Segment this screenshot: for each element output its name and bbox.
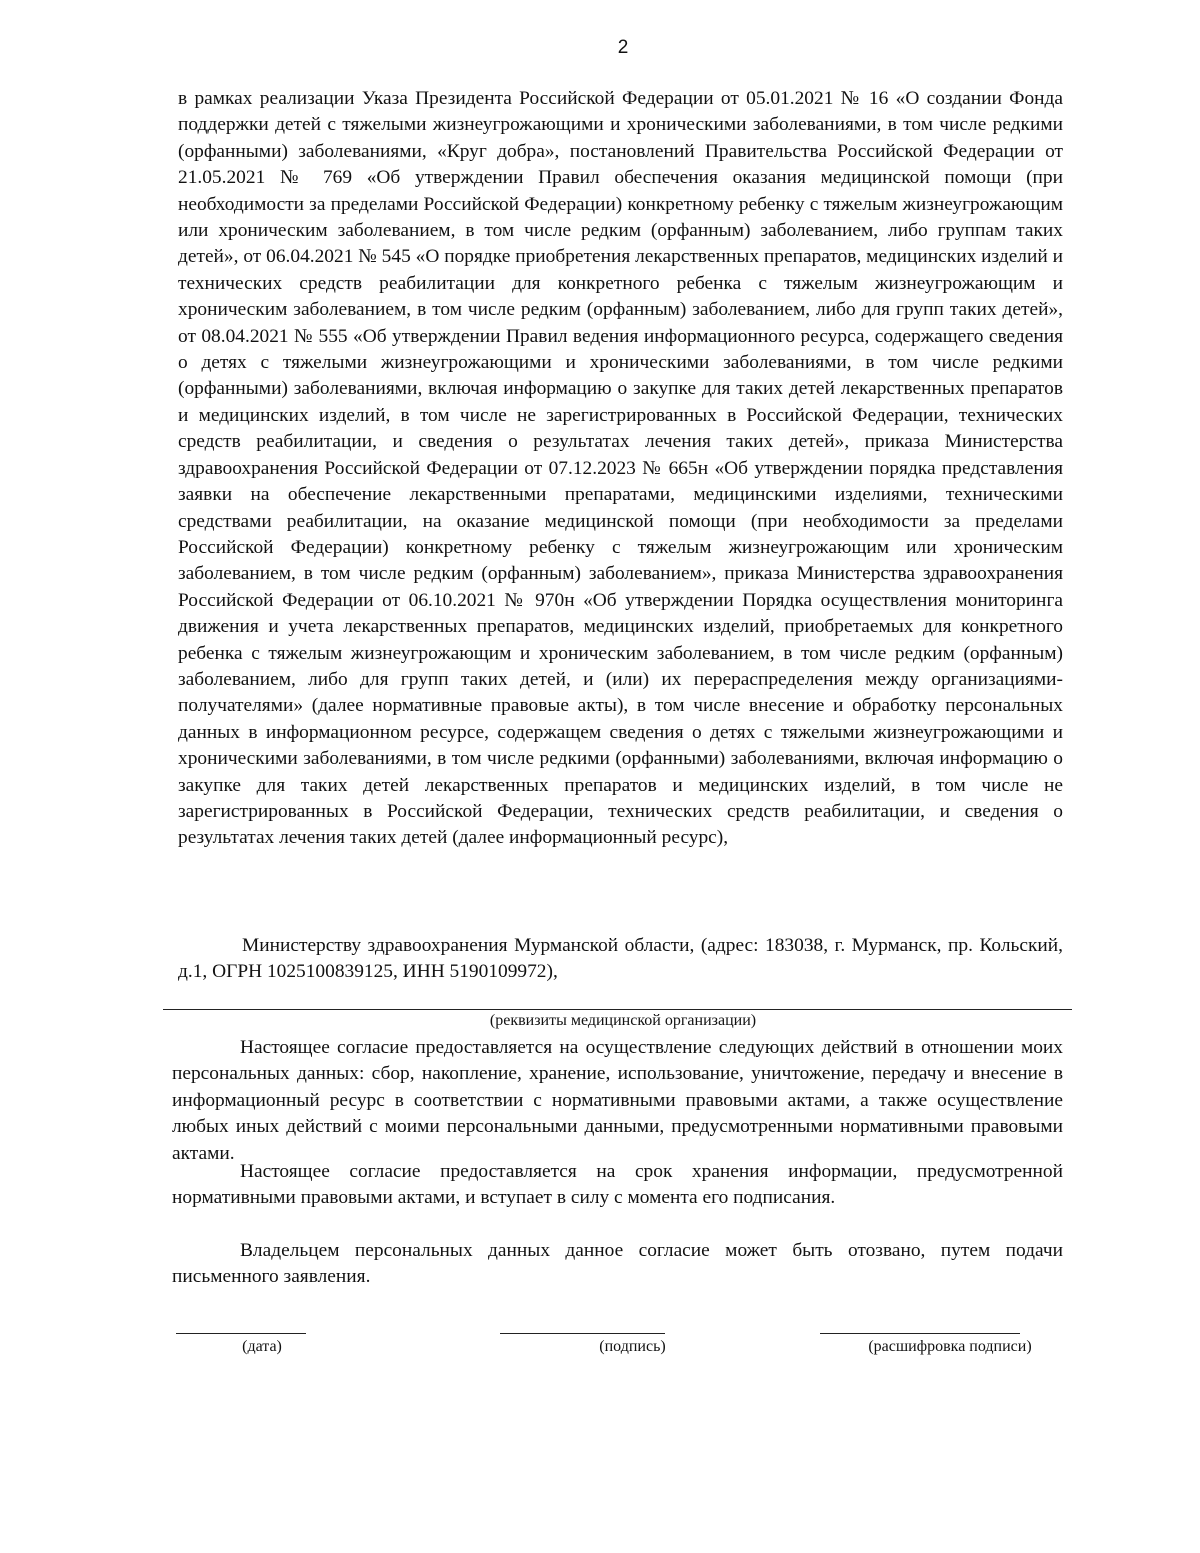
consent-revocation-paragraph: Владельцем персональных данных данное согласие может быть отозвано, путем подачи письменного заявления. <box>172 1240 1063 1288</box>
signature-line <box>500 1333 665 1334</box>
requisites-caption: (реквизиты медицинской организации) <box>489 1012 757 1029</box>
requisites-underline <box>163 1009 1072 1010</box>
signature-name-line <box>820 1333 1020 1334</box>
legal-basis-paragraph: в рамках реализации Указа Президента Российской Федерации от 05.01.2021 № 16 «О создании Фонда поддержки детей с тяжелыми жизнеугрожающими и хроническими заболеваниями, в том числе редкими (орфанными) заболеваниями, «Круг добра», постановлений Правительства Российской Федерации от 21.05.2021 № 769 «Об утверждении Правил обеспечения оказания медицинской помощи (при необходимости за пределами Российской Федерации) конкретному ребенку с тяжелым жизнеугрожающим или хроническим заболеванием, в том числе редким (орфанным) заболеванием, либо группам таких детей», от 06.04.2021 № 545 «О порядке приобретения лекарственных препаратов, медицинских изделий и технических средств реабилитации для конкретного ребенка с тяжелым жизнеугрожающим и хроническим заболеванием, в том числе редким (орфанным) заболеванием, либо для групп таких детей», от 08.04.2021 № 555 «Об утверждении Правил ведения информационного ресурса, содержащего сведения о детях с тяжелыми жизнеугрожающими и хроническими заболеваниями, в том числе редкими (орфанными) заболеваниями, включая информацию о закупке для таких детей лекарственных препаратов и медицинских изделий, в том числе не зарегистрированных в Российской Федерации, технических средств реабилитации, и сведения о результатах лечения таких детей», приказа Министерства здравоохранения Российской Федерации от 07.12.2023 № 665н «Об утверждении порядка представления заявки на обеспечение лекарственными препаратами, медицинскими изделиями, техническими средствами реабилитации, на оказание медицинской помощи (при необходимости за пределами Российской Федерации) конкретному ребенку с тяжелым жизнеугрожающим или хроническим заболеванием, в том числе редким (орфанным) заболеванием», приказа Министерства здравоохранения Российской Федерации от 06.10.2021 № 970н «Об утверждении Порядка осуществления мониторинга движения и учета лекарственных препаратов, медицинских изделий, приобретаемых для конкретного ребенка с тяжелым жизнеугрожающим и хроническим заболеванием, в том числе редким (орфанным) заболеванием, либо для групп таких детей, и (или) их перераспределения между организациями-получателями» (далее нормативные правовые акты), в том числе внесение и обработку персональных данных в информационном ресурсе, содержащем сведения о детях с тяжелыми жизнеугрожающими и хроническими заболеваниями, в том числе редкими (орфанными) заболеваниями, включая информацию о закупке для таких детей лекарственных препаратов и медицинских изделий, в том числе не зарегистрированных в Российской Федерации, технических средств реабилитации, и сведения о результатах лечения таких детей (далее информационный ресурс), <box>178 88 1063 849</box>
page-number: 2 <box>617 37 629 58</box>
date-label: (дата) <box>242 1338 282 1355</box>
ministry-paragraph: Министерству здравоохранения Мурманской области, (адрес: 183038, г. Мурманск, пр. Кольский, д.1, ОГРН 1025100839125, ИНН 5190109972), <box>178 935 1063 983</box>
signature-label: (подпись) <box>599 1338 666 1355</box>
signature-name-label: (расшифровка подписи) <box>868 1338 1032 1355</box>
date-line <box>176 1333 306 1334</box>
consent-actions-paragraph: Настоящее согласие предоставляется на осуществление следующих действий в отношении моих персональных данных: сбор, накопление, хранение, использование, уничтожение, передачу и внесение в информационный ресурс в соответствии с нормативными правовыми актами, а также осуществление любых иных действий с моими персональными данными, предусмотренными нормативными правовыми актами. <box>172 1037 1063 1164</box>
consent-term-paragraph: Настоящее согласие предоставляется на срок хранения информации, предусмотренной нормативными правовыми актами, и вступает в силу с момента его подписания. <box>172 1161 1063 1209</box>
